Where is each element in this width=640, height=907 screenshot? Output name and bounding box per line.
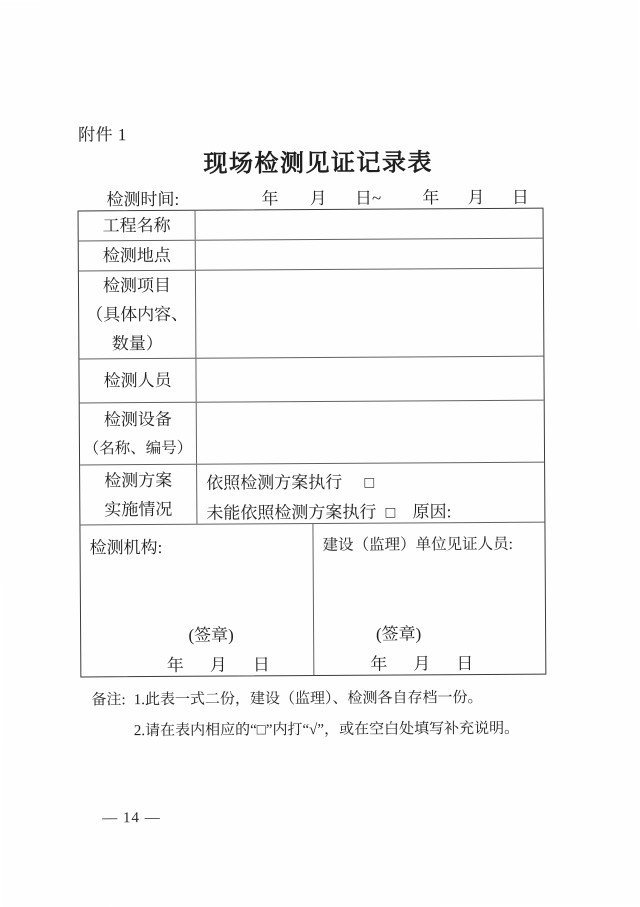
row-label: 检测设备	[103, 409, 172, 429]
row-value-equipment	[197, 401, 544, 464]
signature-cell-witness	[313, 523, 545, 675]
row-label: 工程名称	[102, 215, 171, 236]
time-year-start: 年	[261, 189, 279, 209]
table-row-plan-implementation	[80, 462, 544, 525]
date-month: 月	[413, 654, 431, 674]
plan-options-cell	[197, 463, 544, 524]
row-label: （具体内容、	[86, 304, 189, 325]
table-row-personnel	[79, 356, 543, 403]
signature-cell-testing-agency	[80, 524, 314, 676]
row-value-project-name	[196, 209, 543, 240]
row-value-personnel	[196, 357, 543, 402]
row-label-cell	[79, 211, 196, 241]
page-number: — 14 —	[102, 809, 161, 827]
detection-time-line	[106, 183, 529, 211]
document-title: 现场检测见证记录表	[203, 150, 434, 178]
checkbox-not-followed-icon: □	[385, 504, 396, 522]
time-day-end: 日	[511, 187, 529, 207]
row-value-items	[196, 269, 544, 358]
notes-list	[134, 688, 520, 752]
row-label: 检测人员	[103, 370, 172, 391]
table-row-equipment	[80, 400, 544, 465]
date-month: 月	[209, 655, 227, 675]
row-label-cell	[79, 271, 197, 359]
date-line-right	[314, 649, 545, 675]
note-item-2: 2.请在表内相应的“□”内打“√”，或在空白处填写补充说明。	[133, 720, 520, 740]
attachment-label: 附件 1	[77, 125, 127, 145]
table-row-project-name	[79, 209, 543, 241]
row-label: 实施情况	[104, 499, 173, 519]
date-line-left	[81, 650, 313, 676]
reason-label: 原因:	[412, 502, 452, 522]
seal-placeholder-left: (签章)	[188, 625, 234, 645]
table-row-location	[79, 238, 543, 271]
row-label: 检测地点	[102, 245, 171, 266]
record-table	[78, 208, 547, 678]
detection-time-label: 检测时间:	[106, 189, 180, 210]
time-month-end: 月	[467, 187, 485, 208]
row-label: 检测项目	[102, 275, 172, 296]
row-label-cell	[80, 403, 197, 465]
time-year-end: 年	[422, 188, 440, 208]
table-row-signatures	[80, 522, 545, 677]
date-year: 年	[370, 654, 388, 674]
checkbox-followed-icon: □	[364, 474, 375, 492]
testing-agency-label: 检测机构:	[89, 537, 163, 558]
date-day: 日	[252, 655, 270, 675]
note-item-1: 1.此表一式二份，建设（监理）、检测各自存档一份。	[133, 690, 483, 709]
notes-section	[91, 688, 519, 753]
row-label: 数量）	[111, 333, 163, 354]
row-label-cell	[79, 359, 196, 403]
row-label-cell	[80, 465, 197, 525]
notes-label: 备注:	[91, 692, 126, 709]
date-day: 日	[456, 654, 474, 674]
plan-option-not-followed-text: 未能依照检测方案执行	[206, 502, 377, 523]
seal-placeholder-right: (签章)	[375, 624, 422, 644]
time-month-start: 月	[309, 188, 327, 209]
row-label: （名称、编号）	[83, 439, 193, 457]
row-label-cell	[79, 241, 196, 271]
date-year: 年	[166, 655, 184, 675]
plan-option-followed	[206, 467, 544, 499]
plan-option-followed-text: 依照检测方案执行	[206, 472, 343, 493]
table-row-items	[79, 268, 544, 359]
row-label: 检测方案	[104, 470, 173, 490]
witness-label: 建设（监理）单位见证人员:	[322, 535, 513, 554]
row-value-location	[196, 239, 543, 270]
time-day-start: 日~	[354, 188, 382, 208]
